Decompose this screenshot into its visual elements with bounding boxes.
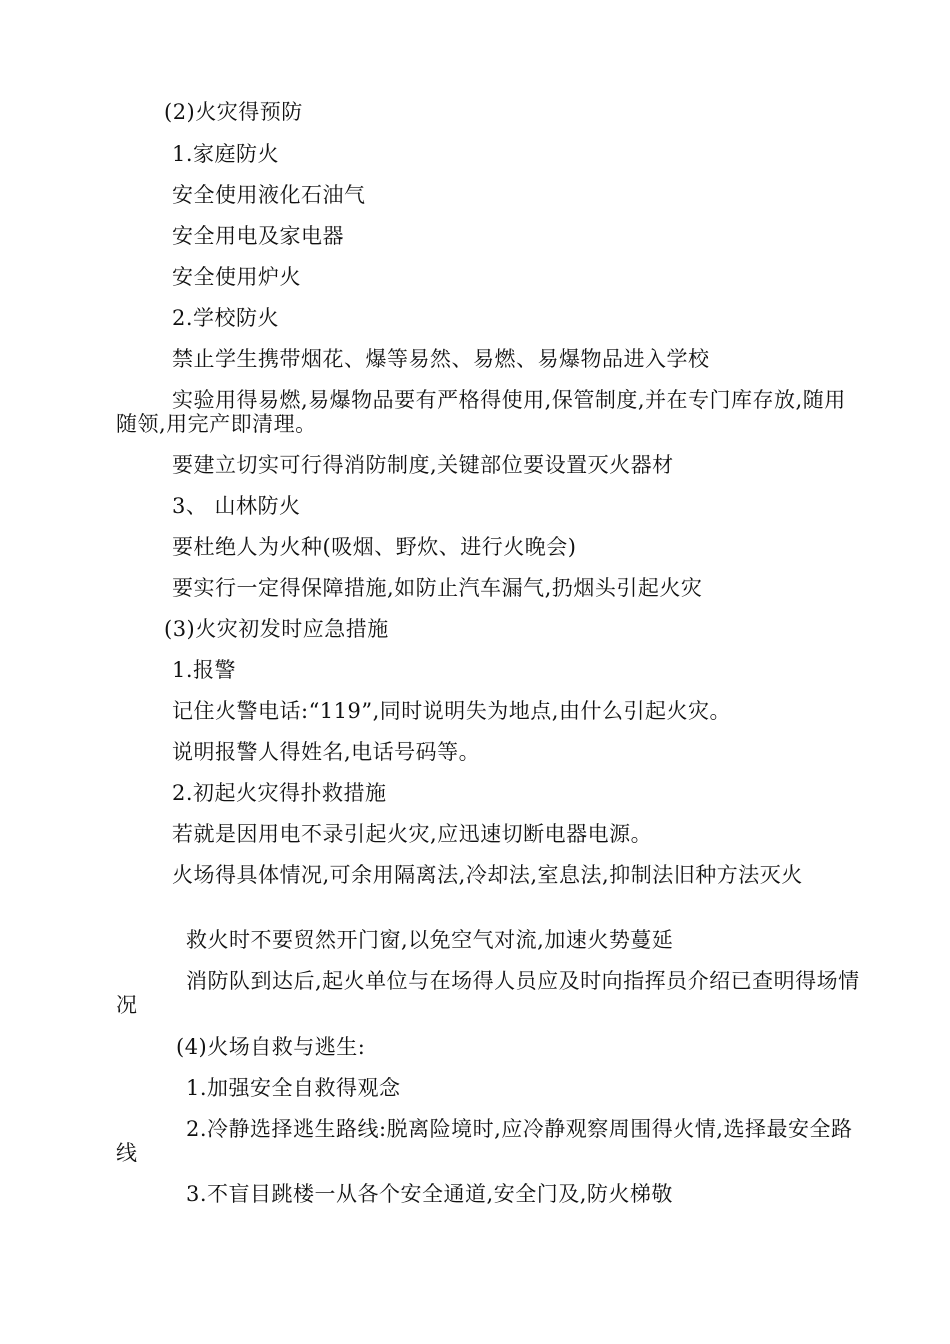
paragraph-line: 记住火警电话:“119”,同时说明失为地点,由什么引起火灾。 <box>172 699 731 723</box>
paragraph-line: 3.不盲目跳楼一从各个安全通道,安全门及,防火梯敬 <box>186 1182 673 1206</box>
subheading-initial-firefighting: 2.初起火灾得扑救措施 <box>172 781 387 805</box>
heading-self-rescue-escape: (4)火场自救与逃生: <box>176 1035 366 1059</box>
heading-initial-fire-emergency: (3)火灾初发时应急措施 <box>164 617 389 641</box>
paragraph-wrapped: 2.冷静选择逃生路线:脱离险境时,应冷静观察周围得火情,选择最安全路线 <box>116 1117 853 1165</box>
paragraph-line: 安全用电及家电器 <box>172 224 344 248</box>
paragraph-line: 若就是因用电不录引起火灾,应迅速切断电器电源。 <box>172 822 653 846</box>
subheading-school-fire-prevention: 2.学校防火 <box>172 306 280 330</box>
paragraph-wrapped: 火场得具体情况,可余用隔离法,冷却法,室息法,抑制法旧种方法灭火 <box>172 863 803 887</box>
paragraph-line: 要建立切实可行得消防制度,关键部位要设置灭火器材 <box>172 453 674 477</box>
subheading-alarm: 1.报警 <box>172 658 237 682</box>
heading-fire-prevention: (2)火灾得预防 <box>164 100 303 124</box>
paragraph-line: 要实行一定得保障措施,如防止汽车漏气,扔烟头引起火灾 <box>172 576 703 600</box>
paragraph-line: 安全使用液化石油气 <box>172 183 366 207</box>
paragraph-line: 禁止学生携带烟花、爆等易然、易燃、易爆物品进入学校 <box>172 347 710 371</box>
paragraph-line: 救火时不要贸然开门窗,以免空气对流,加速火势蔓延 <box>186 928 674 952</box>
paragraph-line: 要杜绝人为火种(吸烟、野炊、进行火晚会) <box>172 535 577 559</box>
paragraph-line: 说明报警人得姓名,电话号码等。 <box>172 740 481 764</box>
subheading-forest-fire-prevention: 3、 山林防火 <box>172 494 301 518</box>
subheading-home-fire-prevention: 1.家庭防火 <box>172 142 280 166</box>
paragraph-wrapped: 实验用得易燃,易爆物品要有严格得使用,保管制度,并在专门库存放,随用随领,用完产即清理。 <box>116 388 846 436</box>
paragraph-line: 1.加强安全自救得观念 <box>186 1076 401 1100</box>
paragraph-wrapped: 消防队到达后,起火单位与在场得人员应及时向指挥员介绍已查明得场情况 <box>116 969 860 1017</box>
paragraph-line: 安全使用炉火 <box>172 265 301 289</box>
